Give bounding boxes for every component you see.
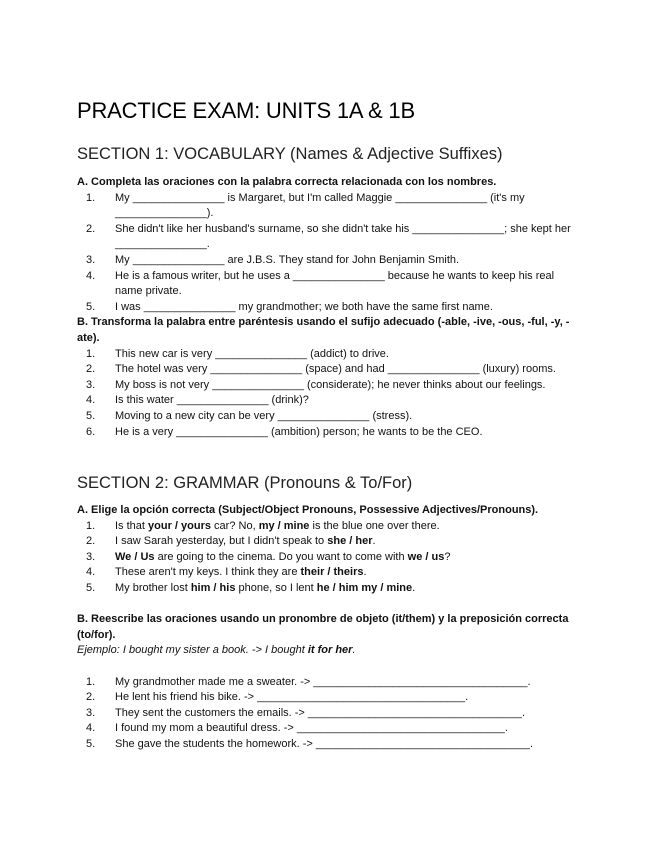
item-number: 1. (86, 519, 96, 532)
text-run: . (363, 566, 367, 579)
item-number: 5. (86, 300, 96, 313)
item-text: My grandmother made me a sweater. -> ___________________________________. (115, 675, 531, 688)
list-item (77, 737, 582, 753)
section-2-part-b-heading: B. Reescribe las oraciones usando un pronombre de objeto (it/them) y la preposición correcta (to/for). (77, 613, 569, 641)
section-1-part-b-list (77, 347, 582, 441)
section-1-part-a-heading: A. Completa las oraciones con la palabra correcta relacionada con los nombres. (77, 176, 497, 188)
item-number: 4. (86, 394, 96, 407)
list-item (77, 721, 582, 737)
answer-choice: we / us (407, 550, 445, 563)
item-text: The hotel was very _______________ (space) and had _______________ (luxury) rooms. (115, 363, 556, 376)
item-number: 5. (86, 409, 96, 422)
section-1-part-b-heading: B. Transforma la palabra entre paréntesis usando el sufijo adecuado (-able, -ive, -ous, -ful, -y, -ate). (77, 316, 570, 344)
item-text: My _______________ is Margaret, but I'm called Maggie _______________ (it's my _______________). (115, 191, 525, 220)
item-number: 6. (86, 425, 96, 438)
item-number: 3. (86, 550, 96, 563)
list-item (77, 269, 582, 300)
list-item (77, 191, 582, 222)
page-title: PRACTICE EXAM: UNITS 1A & 1B (77, 98, 415, 123)
item-text (115, 582, 415, 594)
item-number: 4. (86, 722, 96, 735)
item-number: 4. (86, 269, 96, 282)
answer-choice: my / mine (258, 519, 310, 532)
text-run: car? No, (211, 519, 259, 532)
example-suffix: . (352, 644, 356, 657)
item-text (115, 566, 367, 578)
section-2-title: SECTION 2: GRAMMAR (Pronouns & To/For) (77, 474, 413, 492)
item-number: 2. (86, 535, 96, 548)
item-number: 2. (86, 691, 96, 704)
list-item (77, 706, 582, 722)
example-line (77, 643, 582, 659)
item-number: 4. (86, 566, 96, 579)
list-item (77, 409, 582, 425)
list-item (77, 347, 582, 363)
text-run: These aren't my keys. I think they are (115, 566, 301, 579)
item-text: This new car is very _______________ (addict) to drive. (115, 347, 389, 360)
section-2-part-b-list (77, 675, 582, 753)
item-text (115, 535, 376, 547)
text-run: ? (444, 550, 451, 563)
spacer (77, 597, 582, 613)
text-run: is the blue one over there. (309, 519, 440, 532)
item-number: 5. (86, 581, 96, 594)
answer-choice: their / theirs (300, 566, 364, 579)
list-item (77, 675, 582, 691)
list-item (77, 222, 582, 253)
item-number: 2. (86, 363, 96, 376)
list-item (77, 690, 582, 706)
text-run: . (372, 535, 376, 548)
answer-choice: she / her (327, 535, 373, 548)
item-text: I was _______________ my grandmother; we both have the same first name. (115, 300, 493, 313)
item-text: Moving to a new city can be very _______________ (stress). (115, 409, 413, 422)
list-item (77, 519, 582, 535)
list-item (77, 378, 582, 394)
item-number: 1. (86, 675, 96, 688)
text-run: . (412, 581, 416, 594)
item-text: My _______________ are J.B.S. They stand for John Benjamin Smith. (115, 253, 460, 266)
example-prefix: Ejemplo: I bought my sister a book. -> I bought (77, 644, 308, 657)
item-text (115, 551, 450, 563)
item-number: 1. (86, 191, 96, 204)
item-text: Is this water _______________ (drink)? (115, 394, 309, 407)
item-text: She gave the students the homework. -> ___________________________________. (115, 737, 534, 750)
section-2-content (77, 503, 582, 753)
item-text (115, 520, 440, 532)
item-number: 3. (86, 253, 96, 266)
list-item (77, 534, 582, 550)
item-text: He lent his friend his bike. -> __________________________________. (115, 691, 469, 704)
answer-choice: him / his (190, 581, 236, 594)
text-run: My brother lost (115, 581, 191, 594)
text-run: phone, so I lent (235, 581, 317, 594)
item-text: I found my mom a beautiful dress. -> __________________________________. (115, 722, 508, 735)
list-item (77, 581, 582, 597)
example-answer: it for her (307, 644, 353, 657)
answer-choice: he / him (316, 581, 359, 594)
section-2-part-a-heading: A. Elige la opción correcta (Subject/Object Pronouns, Possessive Adjectives/Pronouns). (77, 504, 539, 516)
item-number: 1. (86, 347, 96, 360)
list-item (77, 393, 582, 409)
item-text: They sent the customers the emails. -> ___________________________________. (115, 706, 526, 719)
list-item (77, 425, 582, 441)
item-number: 2. (86, 222, 96, 235)
section-1-title: SECTION 1: VOCABULARY (Names & Adjective Suffixes) (77, 145, 503, 163)
answer-choice: your / yours (148, 519, 211, 532)
answer-choice: We / Us (115, 550, 155, 563)
item-text: She didn't like her husband's surname, so she didn't take his _______________; she kept her _______________. (115, 222, 571, 251)
list-item (77, 362, 582, 378)
item-text: He is a very _______________ (ambition) person; he wants to be the CEO. (115, 425, 483, 438)
section-2-part-a-list (77, 519, 582, 597)
item-number: 3. (86, 706, 96, 719)
section-1-part-a-list (77, 191, 582, 316)
item-text: My boss is not very _______________ (considerate); he never thinks about our feelings. (115, 378, 546, 391)
answer-choice: my / mine (361, 581, 413, 594)
text-run: Is that (115, 519, 149, 532)
list-item (77, 300, 582, 316)
list-item (77, 565, 582, 581)
item-number: 5. (86, 737, 96, 750)
list-item (77, 550, 582, 566)
item-text: He is a famous writer, but he uses a _______________ because he wants to keep his real name private. (115, 269, 555, 298)
section-1-content (77, 175, 582, 440)
text-run: are going to the cinema. Do you want to come with (154, 550, 408, 563)
spacer (77, 659, 582, 675)
list-item (77, 253, 582, 269)
item-number: 3. (86, 378, 96, 391)
text-run: I saw Sarah yesterday, but I didn't speak to (115, 535, 328, 548)
